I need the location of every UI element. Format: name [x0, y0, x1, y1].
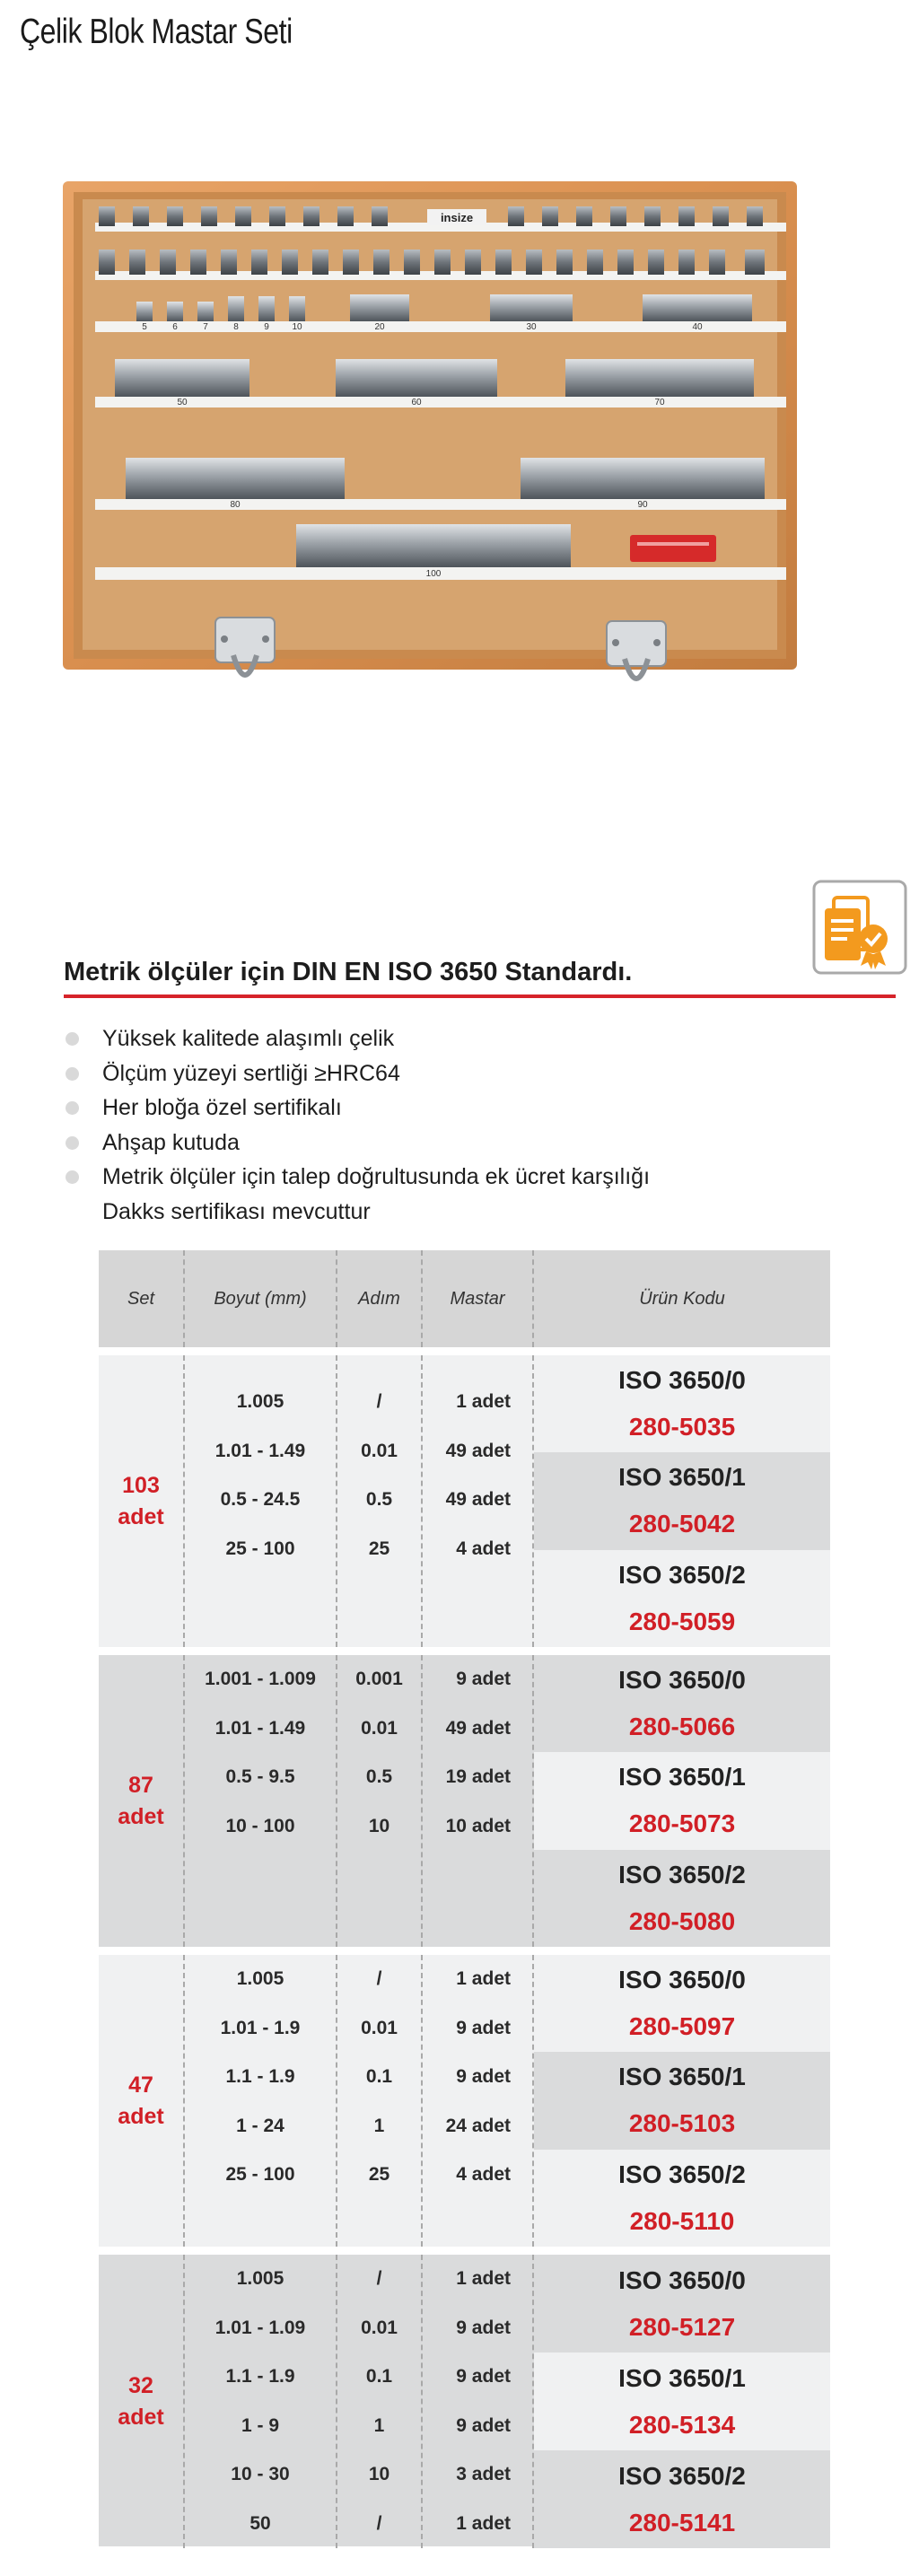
set-label: 103 adet [118, 1472, 164, 1529]
size-label: 10 [292, 322, 302, 332]
certificate-icon [812, 880, 907, 975]
code-block [534, 2052, 830, 2149]
size-label: 20 [374, 322, 385, 332]
iso-grade: ISO 3650/0 [618, 1966, 746, 1994]
step-cell: 1 [373, 2115, 385, 2136]
product-code: 280-5097 [628, 2012, 736, 2041]
iso-grade: ISO 3650/1 [618, 2363, 746, 2392]
product-code: 280-5141 [628, 2508, 736, 2537]
step-cell: 25 [368, 1538, 390, 1559]
product-code: 280-5127 [628, 2312, 736, 2341]
feature-list [64, 1021, 871, 1229]
product-code: 280-5073 [628, 1809, 736, 1838]
size-label: 8 [233, 322, 239, 332]
step-cell: 0.01 [361, 1440, 398, 1461]
step-cell: 25 [368, 2164, 390, 2186]
section-title: Metrik ölçüler için DIN EN ISO 3650 Standardı. [64, 958, 633, 986]
feature-item: Metrik ölçüler için talep doğrultusunda ek ücret karşılığı Dakks sertifikası mevcuttur [64, 1160, 871, 1229]
count-cell: 24 adet [445, 2115, 511, 2136]
product-code: 280-5134 [628, 2410, 736, 2439]
size-cell: 1.01 - 1.9 [220, 2017, 301, 2038]
size-cell: 1 - 24 [236, 2115, 284, 2136]
set-label: 87 adet [118, 1772, 164, 1829]
gauge-row-4 [95, 359, 786, 407]
product-code: 280-5066 [628, 1713, 736, 1741]
step-cell: 0.1 [365, 2066, 393, 2088]
count-cell: 9 adet [456, 2414, 511, 2436]
count-cell: 1 adet [456, 2268, 511, 2290]
product-code: 280-5042 [628, 1510, 736, 1538]
size-cell: 1.1 - 1.9 [225, 2366, 295, 2388]
size-label: 40 [692, 322, 703, 332]
code-block [534, 1550, 830, 1647]
size-label: 100 [425, 569, 442, 579]
feature-item: Yüksek kalitede alaşımlı çelik [64, 1021, 871, 1056]
spec-table [99, 1250, 830, 2546]
case-clasp [607, 621, 666, 679]
size-label: 50 [177, 398, 188, 407]
step-cell: 0.001 [355, 1669, 403, 1690]
size-cell: 1 - 9 [241, 2414, 280, 2436]
product-code: 280-5103 [628, 2109, 736, 2138]
set-group [99, 1655, 830, 1947]
size-cell: 10 - 100 [225, 1815, 295, 1836]
code-block [534, 1752, 830, 1849]
feature-continuation: Dakks sertifikası mevcuttur [102, 1198, 371, 1224]
set-group [99, 1355, 830, 1647]
code-block [534, 1452, 830, 1549]
product-code: 280-5035 [628, 1413, 736, 1441]
code-block [534, 2353, 830, 2450]
product-code: 280-5059 [628, 1607, 736, 1635]
count-cell: 3 adet [456, 2464, 511, 2485]
gauge-row-2 [95, 250, 786, 280]
step-cell: 0.5 [365, 1766, 393, 1788]
section-divider [64, 994, 896, 998]
size-cell: 0.5 - 9.5 [225, 1766, 295, 1788]
feature-item: Ahşap kutuda [64, 1126, 871, 1161]
size-cell: 1.001 - 1.009 [205, 1669, 316, 1690]
iso-grade: ISO 3650/1 [618, 1763, 746, 1792]
count-cell: 49 adet [445, 1440, 511, 1461]
iso-grade: ISO 3650/0 [618, 1666, 746, 1695]
header-step: Adım [337, 1250, 423, 1347]
code-block [534, 1850, 830, 1947]
size-label: 5 [142, 322, 147, 332]
count-cell: 49 adet [445, 1489, 511, 1511]
step-cell: 0.1 [365, 2366, 393, 2388]
size-cell: 1.005 [236, 1968, 284, 1990]
size-label: 60 [411, 398, 422, 407]
count-cell: 9 adet [456, 2066, 511, 2088]
size-label: 7 [203, 322, 208, 332]
product-code: 280-5080 [628, 1906, 736, 1935]
step-cell: / [376, 2268, 382, 2290]
page-title: Çelik Blok Mastar Seti [20, 13, 293, 51]
product-image [63, 180, 853, 718]
count-cell: 9 adet [456, 2317, 511, 2338]
step-cell: 0.5 [365, 1489, 393, 1511]
set-label: 47 adet [118, 2072, 164, 2129]
code-block [534, 2255, 830, 2353]
step-cell: / [376, 1968, 382, 1990]
count-cell: 1 adet [456, 2512, 511, 2534]
count-cell: 9 adet [456, 1669, 511, 1690]
set-label: 32 adet [118, 2372, 164, 2430]
count-cell: 9 adet [456, 2017, 511, 2038]
product-code: 280-5110 [629, 2206, 735, 2235]
size-cell: 0.5 - 24.5 [220, 1489, 301, 1511]
size-label: 9 [264, 322, 269, 332]
code-block [534, 1355, 830, 1452]
set-group [99, 2255, 830, 2546]
table-header [99, 1250, 830, 1347]
size-cell: 1.01 - 1.49 [214, 1717, 306, 1739]
size-cell: 25 - 100 [225, 1538, 295, 1559]
iso-grade: ISO 3650/1 [618, 1463, 746, 1492]
iso-grade: ISO 3650/1 [618, 2063, 746, 2091]
header-set: Set [99, 1250, 185, 1347]
set-group [99, 1955, 830, 2247]
iso-grade: ISO 3650/0 [618, 1366, 746, 1395]
count-cell: 19 adet [445, 1766, 511, 1788]
code-block [534, 1955, 830, 2052]
step-cell: 0.01 [361, 2017, 398, 2038]
count-cell: 1 adet [456, 1968, 511, 1990]
count-cell: 49 adet [445, 1717, 511, 1739]
code-block [534, 1655, 830, 1752]
brand-label: insize [440, 211, 474, 224]
count-cell: 4 adet [456, 1538, 511, 1559]
iso-grade: ISO 3650/0 [618, 2265, 746, 2294]
step-cell: / [376, 2512, 382, 2534]
header-count: Mastar [423, 1250, 534, 1347]
size-label: 90 [637, 500, 648, 510]
iso-grade: ISO 3650/2 [618, 2160, 746, 2188]
size-cell: 10 - 30 [231, 2464, 290, 2485]
size-cell: 25 - 100 [225, 2164, 295, 2186]
count-cell: 1 adet [456, 1391, 511, 1413]
size-label: 70 [654, 398, 665, 407]
size-cell: 1.1 - 1.9 [225, 2066, 295, 2088]
size-cell: 1.01 - 1.09 [214, 2317, 306, 2338]
size-cell: 1.005 [236, 1391, 284, 1413]
size-cell: 1.005 [236, 2268, 284, 2290]
header-size: Boyut (mm) [185, 1250, 337, 1347]
size-cell: 1.01 - 1.49 [214, 1440, 306, 1461]
step-cell: / [376, 1391, 382, 1413]
iso-grade: ISO 3650/2 [618, 2461, 746, 2490]
code-block [534, 2150, 830, 2247]
header-code: Ürün Kodu [639, 1288, 725, 1309]
count-cell: 9 adet [456, 2366, 511, 2388]
size-cell: 50 [249, 2512, 271, 2534]
count-cell: 10 adet [445, 1815, 511, 1836]
iso-grade: ISO 3650/2 [618, 1560, 746, 1589]
step-cell: 0.01 [361, 1717, 398, 1739]
iso-grade: ISO 3650/2 [618, 1860, 746, 1888]
feature-item: Her bloğa özel sertifikalı [64, 1091, 871, 1126]
size-label: 6 [172, 322, 178, 332]
size-label: 80 [230, 500, 241, 510]
step-cell: 0.01 [361, 2317, 398, 2338]
size-label: 30 [526, 322, 537, 332]
step-cell: 10 [368, 1815, 390, 1836]
step-cell: 1 [373, 2414, 385, 2436]
count-cell: 4 adet [456, 2164, 511, 2186]
step-cell: 10 [368, 2464, 390, 2485]
feature-item: Ölçüm yüzeyi sertliği ≥HRC64 [64, 1056, 871, 1091]
code-block [534, 2450, 830, 2548]
